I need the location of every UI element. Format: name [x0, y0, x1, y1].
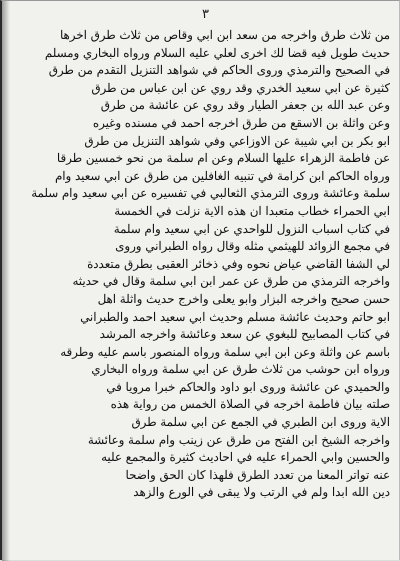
text-line: واخرجه الترمذي من طرق عن عمر ابن ابي سلمة وقال في حديثه	[72, 274, 390, 289]
text-line: ابو حاتم وحديث عائشة مسلم وحديث ابي سعيد احمد والطبراني	[80, 309, 390, 324]
text-line: في كتاب اسباب النزول للواحدي عن ابي سعيد وام سلمة	[113, 221, 390, 236]
text-line: عن فاطمة الزهراء عليها السلام وعن ام سلمة من نحو خمسين طرقا	[56, 151, 390, 166]
text-line: من ثلاث طرق واخرجه من سعد ابن ابي وقاص من ثلاث طرق اخرها	[59, 28, 390, 42]
text-line: لي الشفا القاضي عياض نحوه وفي ذخائر العقبى بطرق متعددة	[87, 256, 390, 271]
text-line: صلته بيان فاطمة اخرجه في الصلاة الخمس من رواية هذه	[110, 397, 390, 412]
text-line: وعن عبد الله بن جعفر الطيار وقد روي عن عائشة من طرق	[100, 98, 390, 113]
text-line: دين الله ابدا ولم في الرتب ولا يبقى في الورع والزهد	[133, 485, 390, 500]
text-line: ورواه ابن حوشب من ثلاث طرق عن ابي سلمة ورواه البخاري	[91, 362, 390, 377]
text-line: عنه تواتر المعنا من تعدد الطرق فلهذا كان الحق واضحا	[125, 467, 390, 482]
text-line: باسم عن واثلة وعن ابن ابي سلمة ورواه المنصور باسم عليه وطرقه	[60, 344, 390, 359]
text-line: وعن واثلة بن الاسقع من طرق اخرجه احمد في مسنده وغيره	[92, 115, 390, 130]
text-line: في كتاب المصابيح للبغوي عن سعد وعائشة واخرجه المرشد	[99, 327, 390, 342]
text-line: حسن صحيح واخرجه البزار وابو يعلى واخرج حديث واثلة اهل	[97, 291, 390, 306]
text-line: ابي الحمراء خطاب متعبدا ان هذه الاية نزلت في الخمسة	[114, 203, 390, 218]
text-line: الاية وروى ابن الطبري في الجمع عن ابي سلمة طرق	[131, 415, 390, 430]
text-line: في مجمع الزوائد للهيثمي مثله وقال رواه الطبراني وروى	[115, 239, 390, 254]
binding-shadow	[2, 1, 10, 561]
text-line: واخرجه الشيخ ابن الفتح من طرق عن زينب وام سلمة وعائشة	[87, 432, 390, 447]
text-line: ابو بكر بن ابي شيبة عن الاوزاعي وفي شواهد التنزيل من طرق	[84, 133, 390, 148]
text-line: في الصحيح والترمذي وروى الحاكم في شواهد التنزيل التقدم من طرق	[48, 63, 390, 78]
text-line: والحسين وابي الحمراء عليه في احاديث كثيرة والمجمع عليه	[101, 450, 390, 465]
text-line: ورواه الحاكم ابن كرامة في تنبيه الغافلين من طرق عن ابي سعيد وام	[54, 168, 390, 183]
text-line: كثيرة عن ابي سعيد الخدري وقد روي عن ابن عباس من طرق	[91, 80, 390, 95]
page-number: ٣	[202, 7, 209, 22]
manuscript-body-text	[18, 27, 390, 547]
text-line: سلمة وعائشة وروى الترمذي الثعالبي في تفسيره عن ابي سعيد وام سلمة	[31, 186, 390, 201]
text-line: والحميدي عن عائشة وروى ابو داود والحاكم خبرا مرويا في	[106, 379, 390, 394]
text-line: حديث طويل فيه قضا لك اخرى لعلي عليه السلام ورواه البخاري ومسلم	[44, 45, 390, 60]
